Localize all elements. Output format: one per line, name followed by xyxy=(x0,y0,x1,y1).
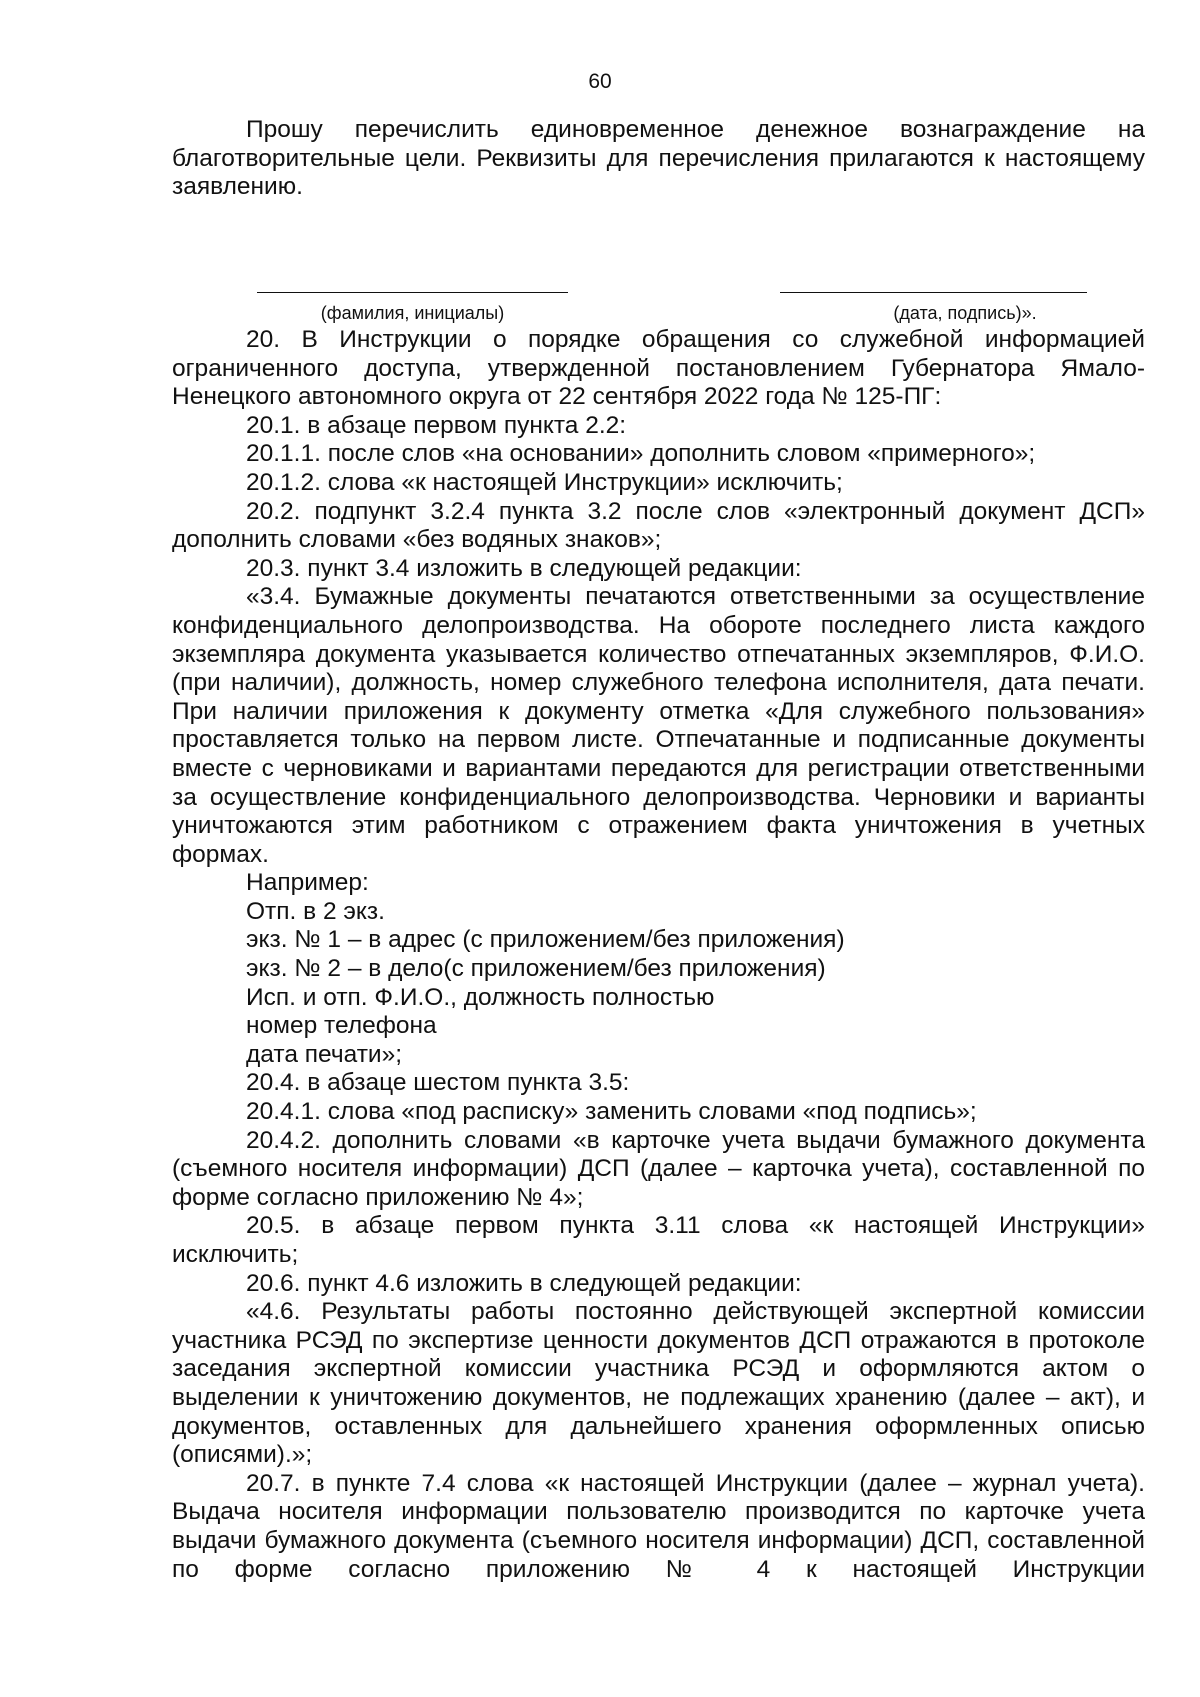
paragraph-20-1: 20.1. в абзаце первом пункта 2.2: xyxy=(246,411,627,439)
amendments-block xyxy=(172,326,1145,1584)
paragraph-20: 20. В Инструкции о порядке обращения со служебной информацией ограниченного доступа, утвержденной постановлением Губернатора Ямало-Ненецкого автономного округа от 22 сентября 2022 года № 125-ПГ: xyxy=(172,326,1145,411)
example-line-phone: номер телефона xyxy=(246,1012,437,1040)
example-line-copies: Отп. в 2 экз. xyxy=(246,897,385,925)
page-number: 60 xyxy=(588,70,612,93)
quoted-clause-3-4: «3.4. Бумажные документы печатаются ответственными за осуществление конфиденциального делопроизводства. На обороте последнего листа каждого экземпляра документа указывается количество отпечатанных экземпляров, Ф.И.О. (при наличии), должность, номер служебного телефона исполнителя, дата печати. При наличии приложения к документу отметка «Для служебного пользования» проставляется только на первом листе. Отпечатанные и подписанные документы вместе с черновиками и вариантами передаются для регистрации ответственными за осуществление конфиденциального делопроизводства. Черновики и варианты уничтожаются этим работником с отражением факта уничтожения в учетных формах. xyxy=(172,583,1145,868)
paragraph-20-4: 20.4. в абзаце шестом пункта 3.5: xyxy=(246,1069,630,1097)
paragraph-20-6: 20.6. пункт 4.6 изложить в следующей редакции: xyxy=(246,1269,802,1297)
quoted-clause-4-6: «4.6. Результаты работы постоянно действующей экспертной комиссии участника РСЭД по экспертизе ценности документов ДСП отражаются в протоколе заседания экспертной комиссии участника РСЭД и оформляются актом о выделении к уничтожению документов, не подлежащих хранению (далее – акт), и документов, оставленных для дальнейшего хранения оформленных описью (описями).»; xyxy=(172,1298,1145,1469)
signature-caption-name: (фамилия, инициалы) xyxy=(320,303,505,323)
signature-line-date xyxy=(780,292,1087,293)
paragraph-20-1-2: 20.1.2. слова «к настоящей Инструкции» исключить; xyxy=(246,468,843,496)
intro-paragraph: Прошу перечислить единовременное денежное вознаграждение на благотворительные цели. Реквизиты для перечисления прилагаются к настоящему заявлению. xyxy=(172,116,1145,201)
example-heading: Например: xyxy=(246,869,369,897)
example-line-executor: Исп. и отп. Ф.И.О., должность полностью xyxy=(246,983,715,1011)
paragraph-20-2: 20.2. подпункт 3.2.4 пункта 3.2 после слов «электронный документ ДСП» дополнить словами «без водяных знаков»; xyxy=(172,497,1145,554)
paragraph-20-5: 20.5. в абзаце первом пункта 3.11 слова «к настоящей Инструкции» исключить; xyxy=(172,1212,1145,1268)
intro-block xyxy=(172,116,1145,202)
paragraph-20-1-1: 20.1.1. после слов «на основании» дополнить словом «примерного»; xyxy=(246,440,1036,468)
signature-line-name xyxy=(257,292,568,293)
example-line-print-date: дата печати»; xyxy=(246,1040,403,1068)
paragraph-20-7: 20.7. в пункте 7.4 слова «к настоящей Инструкции (далее – журнал учета). Выдача носителя информации пользователю производится по карточке учета выдачи бумажного документа (съемного носителя информации) ДСП, составленной по форме согласно приложению № 4 к настоящей Инструкции xyxy=(172,1469,1145,1583)
paragraph-20-4-1: 20.4.1. слова «под расписку» заменить словами «под подпись»; xyxy=(246,1098,977,1126)
paragraph-20-4-2: 20.4.2. дополнить словами «в карточке учета выдачи бумажного документа (съемного носителя информации) ДСП (далее – карточка учета), составленной по форме согласно приложению № 4»; xyxy=(172,1126,1145,1211)
example-line-copy-2: экз. № 2 – в дело(с приложением/без приложения) xyxy=(246,955,826,983)
paragraph-20-3: 20.3. пункт 3.4 изложить в следующей редакции: xyxy=(246,554,802,582)
example-line-copy-1: экз. № 1 – в адрес (с приложением/без приложения) xyxy=(246,926,845,954)
signature-caption-date: (дата, подпись)». xyxy=(893,303,1037,323)
